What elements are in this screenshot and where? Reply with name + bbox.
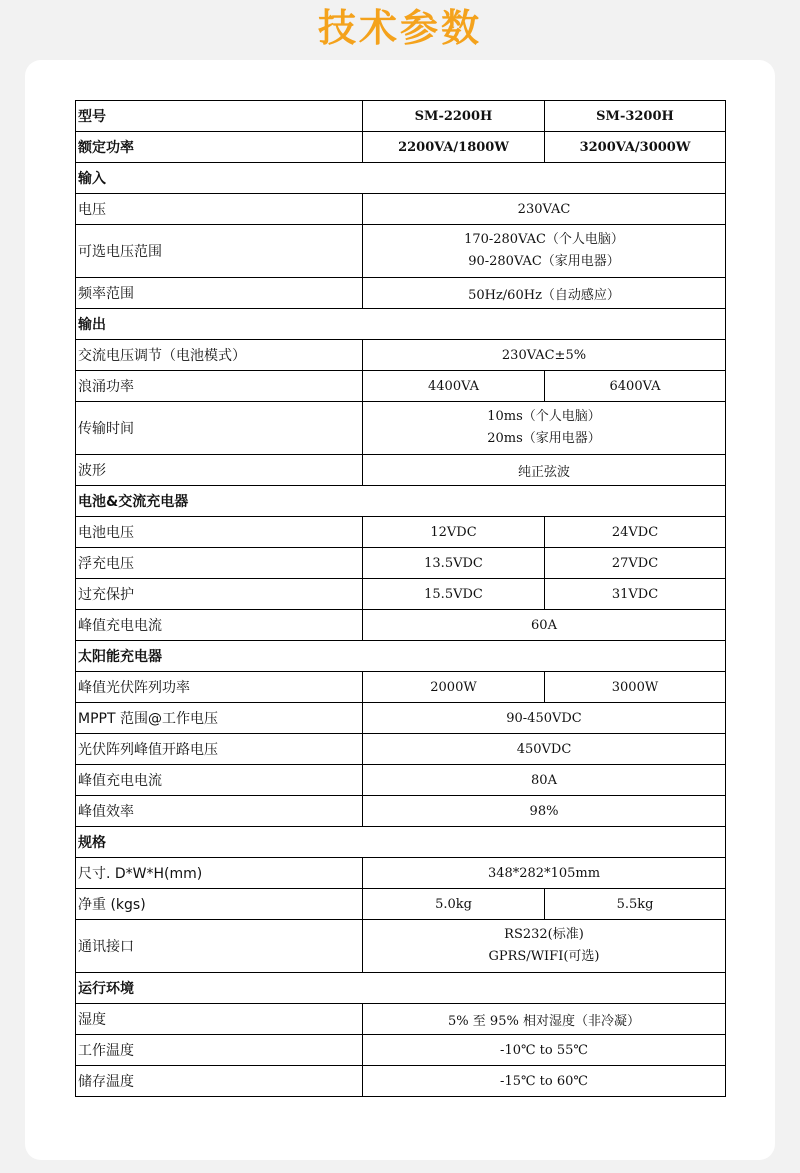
table-row [76,225,726,278]
freq-range-value: 50Hz/60Hz（自动感应） [363,278,726,309]
row-label-surge-power: 浪涌功率 [76,371,363,402]
table-row [76,610,726,641]
table-row [76,889,726,920]
surge-power-value-a: 4400VA [363,371,545,402]
row-label-model: 型号 [76,101,363,132]
mppt-range-value: 90-450VDC [363,703,726,734]
row-label-humidity: 湿度 [76,1004,363,1035]
float-voltage-value-a: 13.5VDC [363,548,545,579]
row-label-mppt-range: MPPT 范围@工作电压 [76,703,363,734]
peak-charge-current-ac-value: 60A [363,610,726,641]
operating-temp-value: -10℃ to 55℃ [363,1035,726,1066]
section-solar: 太阳能充电器 [76,641,726,672]
storage-temp-value: -15℃ to 60℃ [363,1066,726,1097]
table-row [76,548,726,579]
rated-power-value-b: 3200VA/3000W [545,132,726,163]
surge-power-value-b: 6400VA [545,371,726,402]
row-label-storage-temp: 储存温度 [76,1066,363,1097]
row-label-operating-temp: 工作温度 [76,1035,363,1066]
table-row [76,734,726,765]
row-label-rated-power: 额定功率 [76,132,363,163]
row-label-net-weight: 净重 (kgs) [76,889,363,920]
row-label-voltage: 电压 [76,194,363,225]
row-label-ac-regulation: 交流电压调节（电池模式） [76,340,363,371]
table-row [76,455,726,486]
table-row [76,371,726,402]
overcharge-value-b: 31VDC [545,579,726,610]
table-row [76,920,726,973]
rated-power-value-a: 2200VA/1800W [363,132,545,163]
waveform-value: 纯正弦波 [363,455,726,486]
transfer-time-line-2: 20ms（家用电器） [487,431,601,446]
transfer-time-value [363,402,726,455]
table-row [76,101,726,132]
overcharge-value-a: 15.5VDC [363,579,545,610]
communication-line-1: RS232(标准) [504,927,584,942]
net-weight-value-b: 5.5kg [545,889,726,920]
voltage-value: 230VAC [363,194,726,225]
row-label-freq-range: 频率范围 [76,278,363,309]
communication-value [363,920,726,973]
row-label-waveform: 波形 [76,455,363,486]
table-row [76,703,726,734]
section-header [76,309,726,340]
row-label-communication: 通讯接口 [76,920,363,973]
peak-efficiency-value: 98% [363,796,726,827]
row-label-peak-charge-current-solar: 峰值充电电流 [76,765,363,796]
section-header [76,641,726,672]
section-specs: 规格 [76,827,726,858]
pv-peak-power-value-a: 2000W [363,672,545,703]
table-row [76,517,726,548]
table-row [76,765,726,796]
selectable-range-line-2: 90-280VAC（家用电器） [468,254,620,269]
section-battery: 电池&交流充电器 [76,486,726,517]
row-label-float-voltage: 浮充电压 [76,548,363,579]
selectable-range-line-1: 170-280VAC（个人电脑） [464,232,624,247]
row-label-peak-charge-current-ac: 峰值充电电流 [76,610,363,641]
row-label-pv-open-circuit: 光伏阵列峰值开路电压 [76,734,363,765]
section-header [76,486,726,517]
transfer-time-line-1: 10ms（个人电脑） [487,409,601,424]
communication-line-2: GPRS/WIFI(可选) [488,949,600,964]
float-voltage-value-b: 27VDC [545,548,726,579]
row-label-selectable-range: 可选电压范围 [76,225,363,278]
net-weight-value-a: 5.0kg [363,889,545,920]
table-row [76,1066,726,1097]
row-label-battery-voltage: 电池电压 [76,517,363,548]
row-label-peak-efficiency: 峰值效率 [76,796,363,827]
table-row [76,194,726,225]
section-environment: 运行环境 [76,973,726,1004]
row-label-dimensions: 尺寸. D*W*H(mm) [76,858,363,889]
dimensions-value: 348*282*105mm [363,858,726,889]
section-input: 输入 [76,163,726,194]
table-row [76,1035,726,1066]
table-row [76,796,726,827]
peak-charge-current-solar-value: 80A [363,765,726,796]
table-row [76,402,726,455]
table-row [76,340,726,371]
spec-table [75,100,726,1097]
row-label-pv-peak-power: 峰值光伏阵列功率 [76,672,363,703]
selectable-range-value [363,225,726,278]
table-row [76,858,726,889]
table-row [76,132,726,163]
section-header [76,827,726,858]
row-label-transfer-time: 传输时间 [76,402,363,455]
table-row [76,672,726,703]
table-row [76,278,726,309]
page-title: 技术参数 [317,6,482,50]
table-row [76,579,726,610]
battery-voltage-value-b: 24VDC [545,517,726,548]
pv-peak-power-value-b: 3000W [545,672,726,703]
humidity-value: 5% 至 95% 相对湿度（非冷凝） [363,1004,726,1035]
model-value-a: SM-2200H [363,101,545,132]
ac-regulation-value: 230VAC±5% [363,340,726,371]
row-label-overcharge: 过充保护 [76,579,363,610]
table-row [76,1004,726,1035]
battery-voltage-value-a: 12VDC [363,517,545,548]
section-header [76,973,726,1004]
section-output: 输出 [76,309,726,340]
section-header [76,163,726,194]
pv-open-circuit-value: 450VDC [363,734,726,765]
model-value-b: SM-3200H [545,101,726,132]
